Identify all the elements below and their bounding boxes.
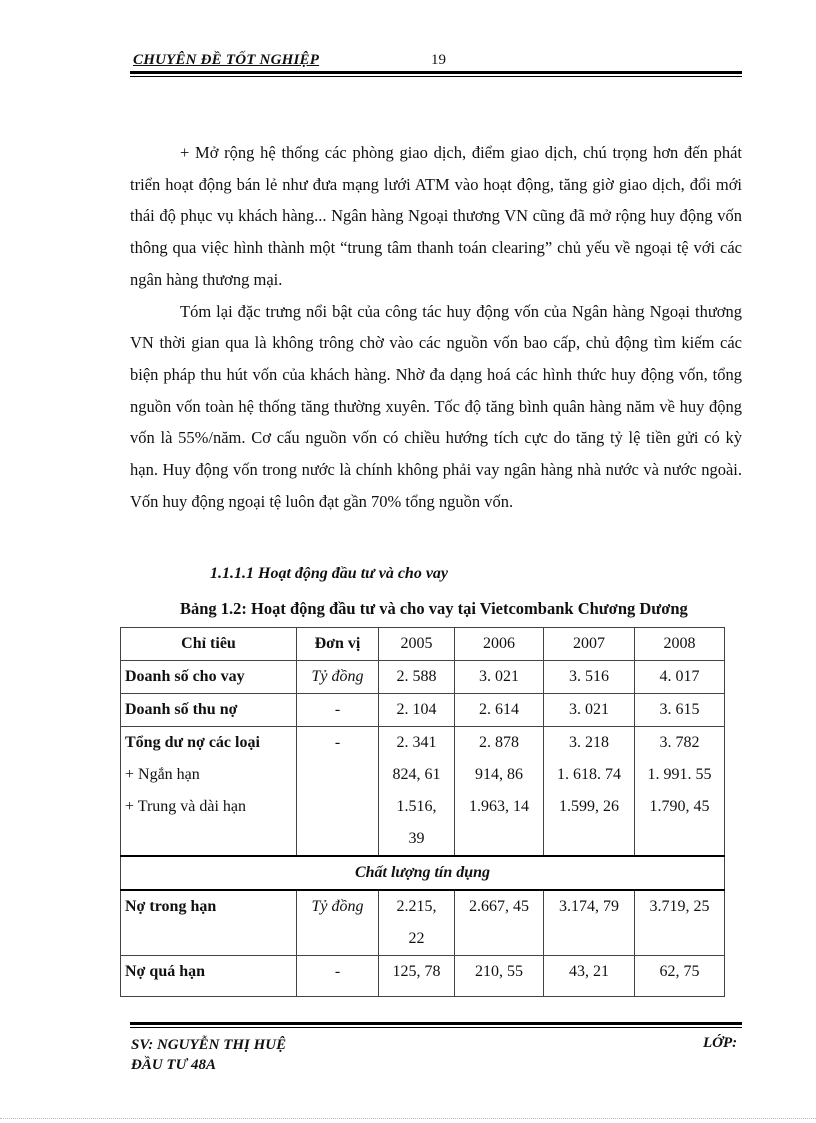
value-line: 2. 878: [479, 734, 519, 751]
row-label: Nợ trong hạn: [121, 890, 297, 956]
row-label: Tổng dư nợ các loại: [125, 734, 260, 751]
unit-cell: -: [297, 694, 379, 727]
header-cell: Chỉ tiêu: [121, 628, 297, 661]
value-cell: 62, 75: [635, 956, 725, 997]
header-title: CHUYÊN ĐỀ TỐT NGHIỆP: [133, 52, 320, 68]
value-cell: 3. 615: [635, 694, 725, 727]
header-cell: 2006: [455, 628, 544, 661]
footer-rule-thin: [130, 1027, 742, 1028]
table-row: [121, 727, 725, 857]
value-cell: 3.719, 25: [635, 890, 725, 956]
value-line: 824, 61: [392, 766, 441, 783]
row-sublabel: + Ngắn hạn: [125, 766, 200, 783]
value-cell: [635, 727, 725, 857]
table-row: [121, 694, 725, 727]
data-table: [120, 627, 725, 997]
table-row: [121, 661, 725, 694]
header-cell: Đơn vị: [297, 628, 379, 661]
value-line: 39: [408, 830, 425, 847]
row-label-group: [121, 727, 297, 857]
header-cell: 2008: [635, 628, 725, 661]
value-cell: [379, 727, 455, 857]
header-rule-thick: [130, 71, 742, 74]
row-label: Doanh số cho vay: [121, 661, 297, 694]
unit-cell: -: [297, 727, 379, 857]
value-line: 3. 782: [659, 734, 700, 751]
page-header: [133, 52, 741, 78]
section-heading: 1.1.1.1 Hoạt động đầu tư và cho vay: [210, 565, 449, 582]
value-line: 914, 86: [475, 766, 523, 783]
value-cell: 2.667, 45: [455, 890, 544, 956]
value-cell: 43, 21: [544, 956, 635, 997]
value-line: 1.599, 26: [559, 798, 619, 815]
page-number: 19: [431, 52, 446, 68]
unit-cell: Tỷ đồng: [297, 661, 379, 694]
value-cell: 2. 104: [379, 694, 455, 727]
value-cell: 3.174, 79: [544, 890, 635, 956]
value-cell: 2. 588: [379, 661, 455, 694]
value-cell: [544, 727, 635, 857]
table-row: [121, 890, 725, 956]
value-line: 1.790, 45: [649, 798, 710, 815]
unit-cell: Tỷ đồng: [297, 890, 379, 956]
value-line: 1. 991. 55: [647, 766, 712, 783]
section-label: Chất lượng tín dụng: [121, 856, 725, 890]
value-cell: 3. 021: [455, 661, 544, 694]
footer-rule-thick: [130, 1022, 742, 1025]
footer-student: SV: NGUYỄN THỊ HUỆ: [131, 1037, 287, 1053]
value-line: 3. 218: [569, 734, 609, 751]
value-cell: 4. 017: [635, 661, 725, 694]
value-line: 2.215,: [396, 898, 437, 915]
table-section-row: [121, 856, 725, 890]
footer-class-label: LỚP:: [703, 1035, 738, 1051]
value-line: 1.963, 14: [469, 798, 529, 815]
unit-cell: -: [297, 956, 379, 997]
footer-class-name: ĐẦU TƯ 48A: [131, 1057, 216, 1073]
value-cell: 125, 78: [379, 956, 455, 997]
value-cell: [455, 727, 544, 857]
table-caption: Bảng 1.2: Hoạt động đầu tư và cho vay tại Vietcombank Chương Dương: [180, 599, 688, 618]
paragraph: Tóm lại đặc trưng nổi bật của công tác huy động vốn của Ngân hàng Ngoại thương VN thời gian qua là không trông chờ vào các nguồn vốn bao cấp, chủ động tìm kiếm các biện pháp thu hút vốn của khách hàng. Nhờ đa dạng hoá các hình thức huy động vốn, tổng nguồn vốn toàn hệ thống tăng thường xuyên. Tốc độ tăng bình quân hàng năm về huy động vốn là 55%/năm. Cơ cấu nguồn vốn có chiều hướng tích cực do tăng tỷ lệ tiền gửi có kỳ hạn. Huy động vốn trong nước là chính không phải vay ngân hàng nhà nước và nước ngoài. Vốn huy động ngoại tệ luôn đạt gần 70% tổng nguồn vốn.: [130, 301, 742, 511]
row-label: Doanh số thu nợ: [121, 694, 297, 727]
value-line: 1.516,: [396, 798, 437, 815]
page-edge-divider: [0, 1118, 816, 1119]
header-rule-thin: [130, 76, 742, 77]
value-line: 22: [408, 930, 425, 947]
header-cell: 2005: [379, 628, 455, 661]
value-line: 1. 618. 74: [557, 766, 621, 783]
value-cell: 2. 614: [455, 694, 544, 727]
row-label: Nợ quá hạn: [121, 956, 297, 997]
value-line: 2. 341: [396, 734, 437, 751]
body-text: [130, 137, 742, 517]
value-cell: 210, 55: [455, 956, 544, 997]
value-cell: 3. 516: [544, 661, 635, 694]
value-cell: [379, 890, 455, 956]
paragraph: + Mở rộng hệ thống các phòng giao dịch, điểm giao dịch, chú trọng hơn đến phát triển hoạt động bán lẻ như đưa mạng lưới ATM vào hoạt động, tăng giờ giao dịch, đổi mới thái độ phục vụ khách hàng... Ngân hàng Ngoại thương VN cũng đã mở rộng huy động vốn thông qua việc hình thành một “trung tâm thanh toán clearing” chủ yếu về ngoại tệ với các ngân hàng thương mại.: [130, 143, 742, 289]
footer-left: [131, 1035, 286, 1075]
table-row: [121, 956, 725, 997]
row-sublabel: + Trung và dài hạn: [125, 798, 247, 815]
header-cell: 2007: [544, 628, 635, 661]
table-header-row: [121, 628, 725, 661]
value-cell: 3. 021: [544, 694, 635, 727]
